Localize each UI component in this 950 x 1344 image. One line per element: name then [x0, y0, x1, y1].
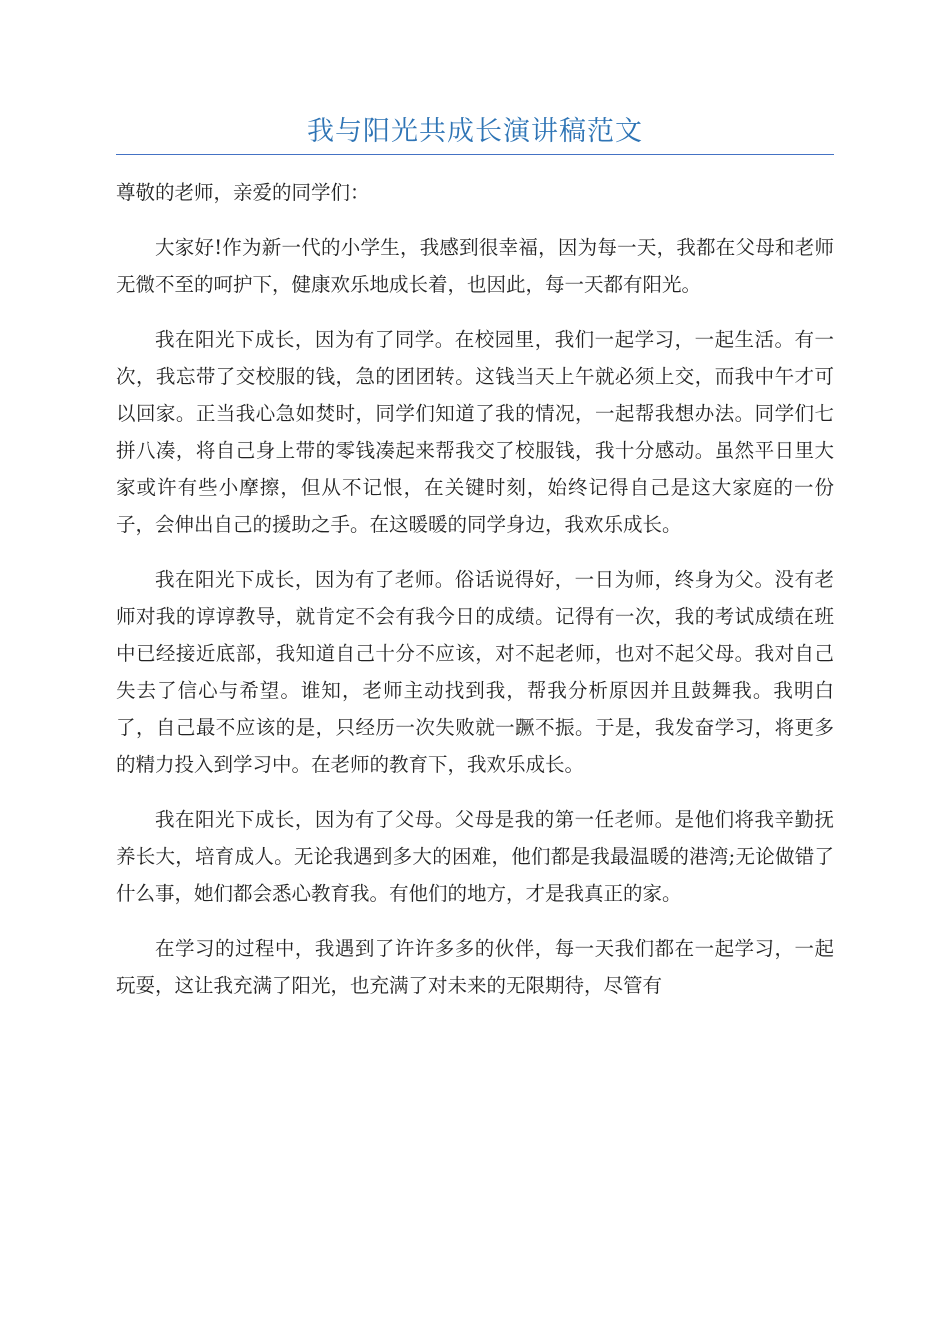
document-title: 我与阳光共成长演讲稿范文 — [307, 116, 643, 147]
salutation: 尊敬的老师，亲爱的同学们： — [116, 181, 370, 204]
paragraph-classmates: 我在阳光下成长，因为有了同学。在校园里，我们一起学习，一起生活。有一次，我忘带了交校服的钱，急的团团转。这钱当天上午就必须上交，而我中午才可以回家。正当我心急如焚时，同学们知道了我的情况，一起帮我想办法。同学们七拼八凑，将自己身上带的零钱凑起来帮我交了校服钱，我十分感动。虽然平日里大家或许有些小摩擦，但从不记恨，在关键时刻，始终记得自己是这大家庭的一份子，会伸出自己的援助之手。在这暖暖的同学身边，我欢乐成长。 — [116, 328, 834, 536]
title-underline — [116, 154, 834, 155]
paragraph-companions: 在学习的过程中，我遇到了许许多多的伙伴，每一天我们都在一起学习，一起玩耍，这让我充满了阳光，也充满了对未来的无限期待，尽管有 — [116, 937, 834, 997]
paragraph-intro: 大家好!作为新一代的小学生，我感到很幸福，因为每一天，我都在父母和老师无微不至的呵护下，健康欢乐地成长着，也因此，每一天都有阳光。 — [116, 236, 834, 296]
paragraph-parents: 我在阳光下成长，因为有了父母。父母是我的第一任老师。是他们将我辛勤抚养长大，培育成人。无论我遇到多大的困难，他们都是我最温暖的港湾;无论做错了什么事，她们都会悉心教育我。有他们的地方，才是我真正的家。 — [116, 808, 834, 905]
document-body — [116, 174, 834, 1022]
paragraph-teachers: 我在阳光下成长，因为有了老师。俗话说得好，一日为师，终身为父。没有老师对我的谆谆教导，就肯定不会有我今日的成绩。记得有一次，我的考试成绩在班中已经接近底部，我知道自己十分不应该，对不起老师，也对不起父母。我对自己失去了信心与希望。谁知，老师主动找到我，帮我分析原因并且鼓舞我。我明白了，自己最不应该的是，只经历一次失败就一蹶不振。于是，我发奋学习，将更多的精力投入到学习中。在老师的教育下，我欢乐成长。 — [116, 568, 834, 776]
